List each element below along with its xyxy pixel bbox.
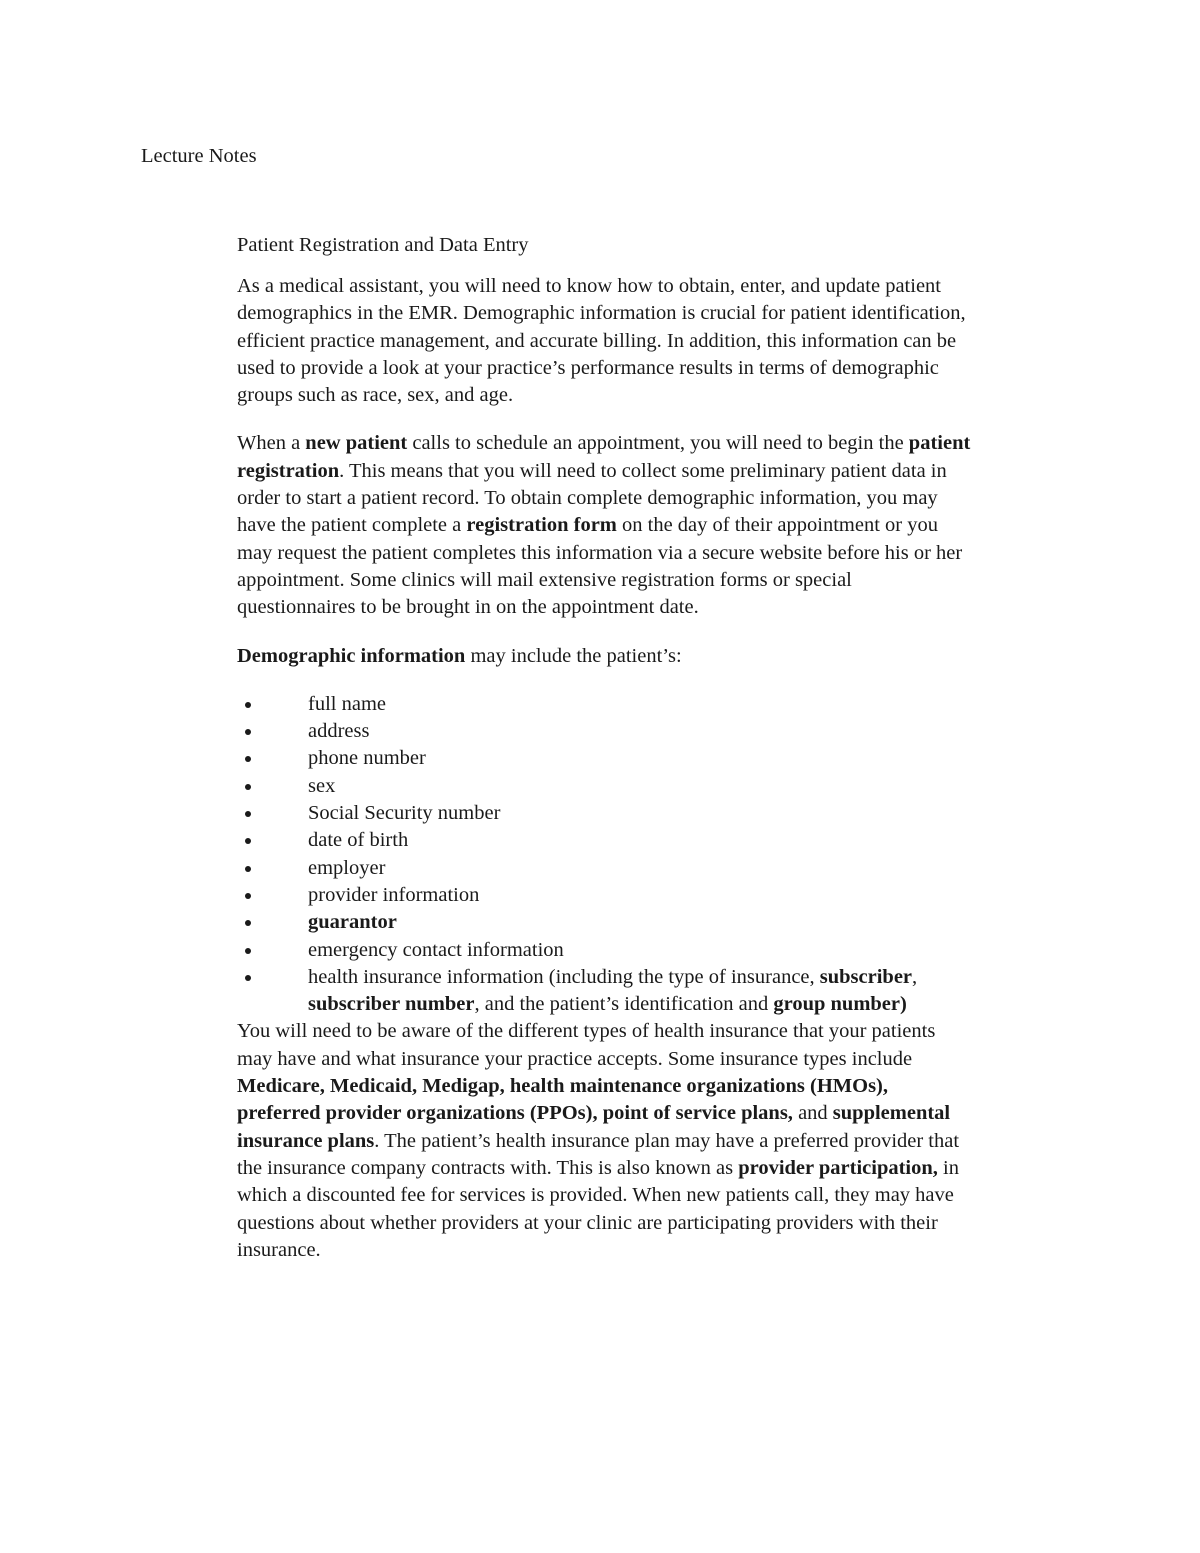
- list-item: [237, 937, 972, 964]
- term-supplemental-insurance-plans: supplemental insurance plans: [237, 1102, 951, 1152]
- bullet-icon: [245, 729, 251, 735]
- list-item: [237, 691, 972, 718]
- list-item: [237, 827, 972, 854]
- list-item: [237, 745, 972, 772]
- intro-paragraph: As a medical assistant, you will need to know how to obtain, enter, and update patient demographics in the EMR. Demographic information is crucial for patient identification, efficient practice management, and accurate billing. In addition, this information can be used to provide a look at your practice’s performance results in terms of demographic groups such as race, sex, and age.: [237, 275, 966, 407]
- list-item: [237, 882, 972, 909]
- text-run: may include the patient’s:: [465, 644, 682, 667]
- list-item-text: provider information: [308, 883, 480, 906]
- term-demographic-information: Demographic information: [237, 644, 466, 667]
- bullet-icon: [245, 975, 251, 981]
- section-title: Patient Registration and Data Entry: [237, 234, 529, 256]
- list-item: [237, 800, 972, 827]
- list-item-text: employer: [308, 856, 386, 879]
- text-run: . This means that you will need to collect some preliminary patient data in order to start a patient record. To obtain complete demographic information, you may have the patient complete a: [237, 459, 947, 537]
- bullet-icon: [245, 702, 251, 708]
- term-new-patient: new patient: [305, 432, 408, 455]
- registration-paragraph: [237, 430, 972, 621]
- term-registration-form: registration form: [466, 514, 617, 537]
- lecture-content: [237, 232, 972, 1264]
- term-provider-participation: provider participation,: [738, 1156, 938, 1179]
- list-item: [237, 718, 972, 745]
- term-insurance-types: Medicare, Medicaid, Medigap, health maintenance organizations (HMOs), preferred provider organizations (PPOs), point of service plans,: [237, 1075, 888, 1125]
- text-run: , and the patient’s identification and: [474, 993, 774, 1016]
- list-item-text: Social Security number: [308, 802, 501, 825]
- term-subscriber: subscriber: [819, 965, 913, 988]
- list-item-text: emergency contact information: [308, 938, 564, 961]
- bullet-icon: [245, 756, 251, 762]
- text-run: calls to schedule an appointment, you will need to begin the: [407, 432, 909, 455]
- list-item-text: address: [308, 720, 370, 743]
- bullet-icon: [245, 893, 251, 899]
- insurance-paragraph: [237, 1018, 972, 1264]
- text-run: ,: [912, 965, 918, 988]
- bullet-icon: [245, 811, 251, 817]
- text-run: and: [792, 1102, 833, 1125]
- list-item: [237, 855, 972, 882]
- text-run: You will need to be aware of the different types of health insurance that your patients may have and what insurance your practice accepts. Some insurance types include: [237, 1020, 936, 1070]
- list-item: [237, 909, 972, 936]
- text-run: on the day of their appointment or you may request the patient completes this information via a secure website before his or her appointment. Some clinics will mail extensive registration forms or special questionnaires to be brought in on the appointment date.: [237, 514, 963, 619]
- term-guarantor: guarantor: [308, 911, 397, 934]
- term-group-number: group number): [773, 993, 907, 1016]
- bullet-icon: [245, 784, 251, 790]
- list-item: [237, 773, 972, 800]
- list-item-text: sex: [308, 774, 336, 797]
- text-run: health insurance information (including the type of insurance,: [308, 965, 820, 988]
- term-subscriber-number: subscriber number: [308, 993, 475, 1016]
- bullet-icon: [245, 920, 251, 926]
- page-heading: Lecture Notes: [141, 145, 257, 167]
- list-item-text: date of birth: [308, 829, 409, 852]
- list-item: [237, 964, 972, 1019]
- list-item-text: full name: [308, 692, 386, 715]
- bullet-icon: [245, 866, 251, 872]
- list-item-text: phone number: [308, 747, 426, 770]
- bullet-icon: [245, 838, 251, 844]
- text-run: When a: [237, 432, 306, 455]
- text-run: in which a discounted fee for services is provided. When new patients call, they may have questions about whether providers at your clinic are participating providers with their insurance.: [237, 1156, 959, 1261]
- bullet-icon: [245, 948, 251, 954]
- demographic-intro: [237, 643, 972, 670]
- term-patient-registration: patient registration: [237, 432, 971, 482]
- text-run: . The patient’s health insurance plan may have a preferred provider that the insurance company contracts with. This is also known as: [237, 1129, 960, 1179]
- demographic-list: [237, 691, 972, 1019]
